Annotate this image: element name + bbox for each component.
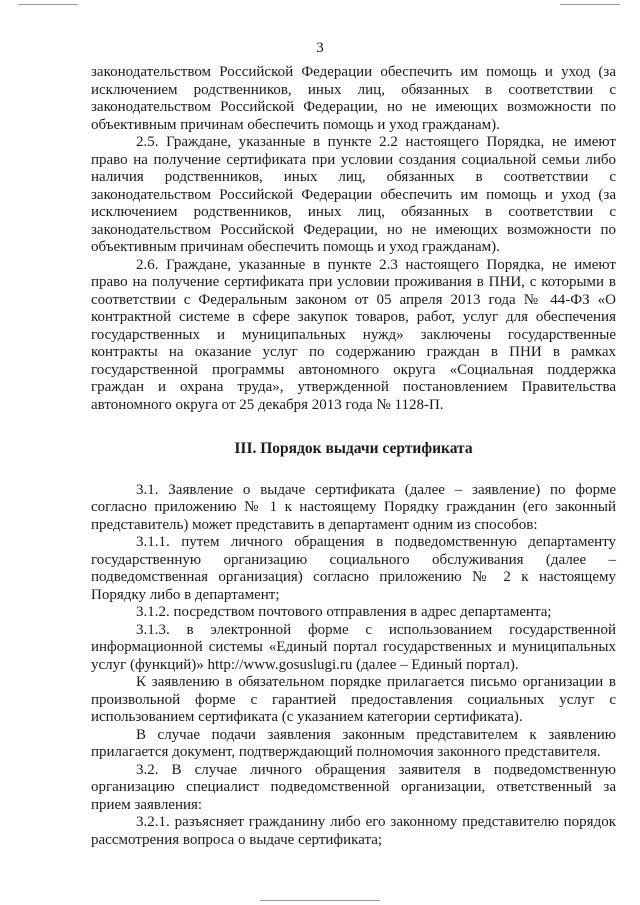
paragraph-representative: В случае подачи заявления законным представителем к заявлению прилагается документ, подтверждающий полномочия законного представителя. xyxy=(91,726,616,760)
paragraph-3-2: 3.2. В случае личного обращения заявителя в подведомственную организацию специалист подведомственной организации, ответственный за прием заявления: xyxy=(91,761,616,813)
page-number: 3 xyxy=(316,40,324,56)
scan-artifact-top-right xyxy=(560,4,620,5)
paragraph-3-1-1: 3.1.1. путем личного обращения в подведомственную департаменту государственную организацию социального обслуживания (далее – подведомственная организация) согласно приложению № 2 к настоящему Порядку либо в департамент; xyxy=(91,534,616,603)
paragraph-3-1: 3.1. Заявление о выдаче сертификата (далее – заявление) по форме согласно приложению № 1 к настоящему Порядку гражданин (его законный представитель) может представить в департамент одним из способов: xyxy=(91,481,616,533)
paragraph-3-1-3: 3.1.3. в электронной форме с использованием государственной информационной системы «Единый портал государственных и муниципальных услуг (функций)» http://www.gosuslugi.ru (далее – Единый портал). xyxy=(91,621,616,673)
section-heading: III. Порядок выдачи сертификата xyxy=(234,440,473,457)
paragraph-3-1-2: 3.1.2. посредством почтового отправления в адрес департамента; xyxy=(136,604,552,620)
paragraph-continuation: законодательством Российской Федерации обеспечить им помощь и уход (за исключением родственников, иных лиц, обязанных в соответствии с законодательством Российской Федерации, но не имеющих возможности по объективным причинам обеспечить помощь и уход гражданам). xyxy=(91,64,616,133)
paragraph-attachment-letter: К заявлению в обязательном порядке прилагается письмо организации в произвольной форме с гарантией предоставления социальных услуг с использованием сертификата (с указанием категории сертификата). xyxy=(91,674,616,725)
scan-artifact-bottom xyxy=(260,900,380,901)
paragraph-2-6: 2.6. Граждане, указанные в пункте 2.3 настоящего Порядка, не имеют право на получение сертификата при условии проживания в ПНИ, с которыми в соответствии с Федеральным законом от 05 апреля 2013 года № 44-ФЗ «О контрактной системе в сфере закупок товаров, работ, услуг для обеспечения государственных и муниципальных нужд» заключены государственные контракты на оказание услуг по содержанию граждан в ПНИ в рамках государственной программы автономного округа «Социальная поддержка граждан и охрана труда», утвержденной постановлением Правительства автономного округа от 25 декабря 2013 года № 1128-П. xyxy=(91,256,616,413)
paragraph-3-2-1: 3.2.1. разъясняет гражданину либо его законному представителю порядок рассмотрения вопроса о выдаче сертификата; xyxy=(91,814,616,848)
scan-artifact-top-left xyxy=(18,4,78,5)
document-body xyxy=(91,64,616,849)
paragraph-2-5: 2.5. Граждане, указанные в пункте 2.2 настоящего Порядка, не имеют право на получение сертификата при условии создания социальной семьи либо наличия родственников, иных лиц, обязанных в соответствии с законодательством Российской Федерации обеспечить им помощь и уход (за исключением родственников, иных лиц, обязанных в соответствии с законодательством Российской Федерации, но не имеющих возможности по объективным причинам обеспечить помощь и уход гражданам). xyxy=(91,134,616,255)
